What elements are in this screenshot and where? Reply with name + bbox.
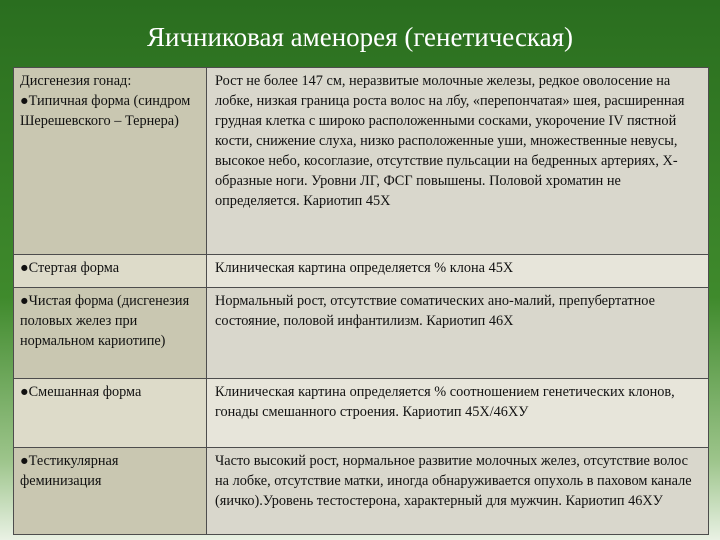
description-cell: Нормальный рост, отсутствие соматических ано-малий, препубертатное состояние, половой инфантилизм. Кариотип 46Х (207, 288, 709, 379)
form-cell: ●Стертая форма (14, 255, 207, 288)
slide-title: Яичниковая аменорея (генетическая) (146, 22, 574, 52)
table-row (14, 68, 709, 255)
table-row (14, 255, 709, 288)
form-cell: Дисгенезия гонад: ●Типичная форма (синдром Шерешевского – Тернера) (14, 68, 207, 255)
table-row (14, 448, 709, 535)
description-cell: Часто высокий рост, нормальное развитие молочных желез, отсутствие волос на лобке, отсутствие матки, иногда обнаруживается опухоль в паховом канале (яичко).Уровень тестостерона, характерный для мужчин. Кариотип 46ХУ (207, 448, 709, 535)
table-row (14, 379, 709, 448)
form-cell: ●Тестикулярная феминизация (14, 448, 207, 535)
description-cell: Рост не более 147 см, неразвитые молочные железы, редкое оволосение на лобке, низкая граница роста волос на лбу, «перепончатая» шея, расширенная грудная клетка с широко расположенными сосками, укорочение IV пястной кости, снижение слуха, низко расположенные уши, множественные невусы, высокое небо, косоглазие, отсутствие пульсации на бедренных артериях, Х-образные ноги. Уровни ЛГ, ФСГ повышены. Половой хроматин не определяется. Кариотип 45Х (207, 68, 709, 255)
form-cell: ●Смешанная форма (14, 379, 207, 448)
description-cell: Клиническая картина определяется % соотношением генетических клонов, гонады смешанного строения. Кариотип 45Х/46ХУ (207, 379, 709, 448)
form-cell: ●Чистая форма (дисгенезия половых желез при нормальном кариотипе) (14, 288, 207, 379)
amenorrhea-table (13, 67, 709, 535)
description-cell: Клиническая картина определяется % клона 45Х (207, 255, 709, 288)
table-row (14, 288, 709, 379)
